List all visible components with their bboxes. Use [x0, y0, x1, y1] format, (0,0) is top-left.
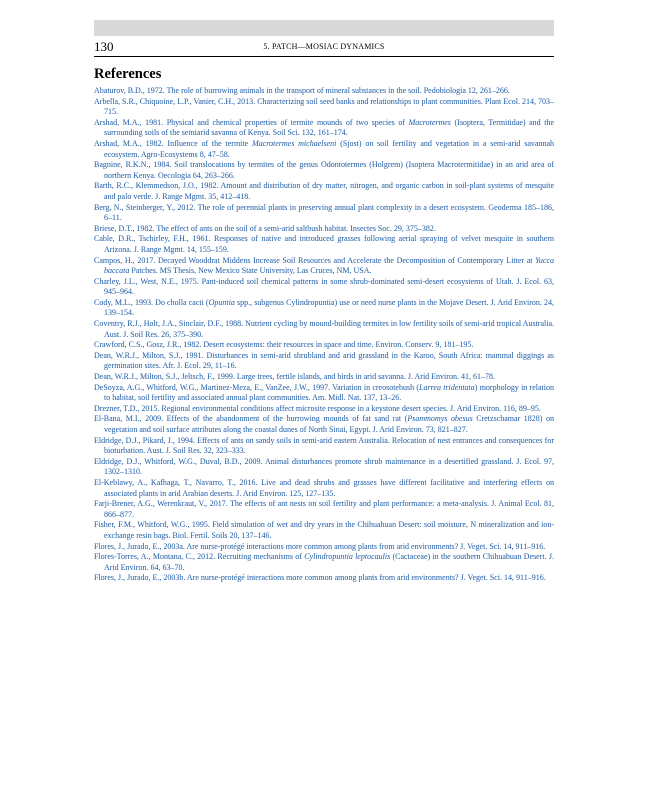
reference-item: Fisher, F.M., Whitford, W.G., 1995. Field simulation of wet and dry years in the Chihuahuan Desert: soil moisture, N mineralization and ion-exchange resin bags. Biol. Fertil. Soils 20, 137–146. — [94, 520, 554, 540]
chapter-title: 5. PATCH—MOSIAC DYNAMICS — [263, 42, 385, 51]
reference-item: Flores-Torres, A., Montana, C., 2012. Recruiting mechanisms of Cylindropuntia leptocaulis (Cactaceae) in the southern Chihuahuan Desert. J. Arid Environ. 64, 63–70. — [94, 552, 554, 572]
reference-item: Berg, N., Steinberger, Y., 2012. The role of perennial plants in preserving annual plant complexity in a desert ecosystem. Geoderma 185–186, 6–11. — [94, 202, 554, 223]
reference-item: Arshad, M.A., 1982. Influence of the termite Macrotermes michaelseni (Sjost) on soil fertility and vegetation in a semi-arid savannah ecosystem. Agro-Ecosystems 8, 47–58. — [94, 138, 554, 159]
reference-item: Dean, W.R.J., Milton, S.J., Jeltsch, F., 1999. Large trees, fertile islands, and birds in arid savanna. J. Arid Environ. 41, 61–78. — [94, 372, 495, 382]
reference-item: Bagnine, R.K.N., 1984. Soil translocations by termites of the genus Odontotermes (Holgrem) (Isoptera Macrotermitidae) in an arid area of northern Kenya. Oecologia 64, 263–266. — [94, 160, 554, 180]
reference-item: Coventry, R.J., Holt, J.A., Sinclair, D.F., 1988. Nutrient cycling by mound-building termites in low fertility soils of semi-arid tropical Australia. Aust. J. Soil Res. 26, 375–390. — [94, 319, 554, 339]
reference-item: Arbella, S.R., Chiquoine, L.P., Vanier, C.H., 2013. Characterizing soil seed banks and relationships to plant communities. Plant Ecol. 214, 703–715. — [94, 96, 554, 117]
section-title: References — [94, 66, 162, 82]
reference-item: Crawford, C.S., Gosz, J.R., 1982. Desert ecosystems: their resources in space and time. Environ. Conserv. 9, 181–195. — [94, 340, 474, 350]
reference-item: Arshad, M.A., 1981. Physical and chemical properties of termite mounds of two species of Macrotermes (Isoptera, Termitidae) and the surrounding soils of the semiarid savanna of Kenya. Soil Sci. 132, 161–174. — [94, 117, 555, 138]
reference-item: Abaturov, B.D., 1972. The role of burrowing animals in the transport of mineral substances in the soil. Pedobiologia 12, 261–266. — [94, 86, 510, 95]
reference-item: Eldridge, D.J., Pikard, J., 1994. Effects of ants on sandy soils in semi-arid eastern Australia. Relocation of nest entrances and consequences for bioturbation. Aust. J. Soil Res. 32, 323–333. — [94, 435, 554, 456]
reference-list — [94, 86, 554, 584]
reference-item: Cable, D.R., Tschirley, F.H., 1961. Responses of native and introduced grasses following aerial spraying of velvet mesquite in southern Arizona. J. Range Mgmt. 14, 155–159. — [94, 234, 554, 254]
reference-item: Farji-Brener, A.G., Werenkraut, V., 2017. The effects of ant nests on soil fertility and plant performance: a meta-analysis. J. Animal Ecol. 81, 866–877. — [94, 499, 554, 519]
reference-item: El-Keblawy, A., Kafhaga, T., Navarro, T., 2016. Live and dead shrubs and grasses have different facilitative and interfering effects on associated plants in arid Arabian deserts. J. Arid Environ. 125, 127–135. — [94, 477, 554, 498]
reference-item: Briese, D.T., 1982. The effect of ants on the soil of a semi-arid saltbush habitat. Insectes Soc. 29, 375–382. — [94, 223, 436, 233]
reference-item: DeSoyza, A.G., Whitford, W.G., Martinez-Meza, E., VanZee, J.W., 1997. Variation in creosotebush (Larrea tridentata) morphology in relation to habitat, soil fertility and associated annual plant communities. Am. Midl. Nat. 137, 13–26. — [94, 382, 555, 403]
reference-item: Barth, R.C., Klemmedson, J.O., 1982. Amount and distribution of dry matter, nitrogen, and organic carbon in soil-plant systems of mesquite and palo verde. J. Range Mgmt. 35, 412–418. — [94, 181, 554, 201]
page-number: 130 — [94, 39, 114, 54]
reference-item: Cody, M.L., 1993. Do cholla cacti (Opuntia spp., subgenus Cylindropuntia) use or need nurse plants in the Mojave Desert. J. Arid Environ. 24, 139–154. — [94, 297, 554, 318]
reference-item: Flores, J., Jurado, E., 2003b. Are nurse-protégé interactions more common among plants from arid environments? J. Veget. Sci. 14, 911–916. — [94, 573, 546, 583]
reference-item: Campos, H., 2017. Decayed Wooddrat Middens Increase Soil Resources and Accelerate the Decomposition of Contemporary Litter at Yucca baccata Patches. MS Thesis, New Mexico State University, Las Cruces, NM, USA. — [94, 255, 554, 276]
header-bar — [94, 20, 554, 36]
reference-item: Eldridge, D.J., Whitford, W.G., Duval, B.D., 2009. Animal disturbances promote shrub maintenance in a desertified grassland. J. Ecol. 97, 1302–1310. — [94, 456, 554, 477]
reference-item: Flores, J., Jurado, E., 2003a. Are nurse-protégé interactions more common among plants from arid environments? J. Veget. Sci. 14, 911–916. — [94, 541, 546, 551]
reference-item: Drezner, T.D., 2015. Regional environmental conditions affect microsite response in a keystone desert species. J. Arid Environ. 116, 89–95. — [94, 403, 541, 413]
reference-item: Charley, J.L., West, N.E., 1975. Pant-induced soil chemical patterns in some shrub-dominated semi-desert ecosystems of Utah. J. Ecol. 63, 945–964. — [94, 276, 554, 297]
running-head — [94, 38, 554, 57]
reference-item: El-Bana, M.I., 2009. Effects of the abandonment of the burrowing mounds of fat sand rat (Psammomys obesus Cretzschamar 1828) on vegetation and soil surface attributes along the coastal dunes of North Sinai, Egypt. J. Arid Environ. 73, 821–827. — [94, 414, 555, 434]
reference-item: Dean, W.R.J., Milton, S.J., 1991. Disturbances in semi-arid shrubland and arid grassland in the Karoo, South Africa: mammal diggings as germination sites. Afr. J. Ecol. 29, 11–16. — [94, 350, 554, 371]
